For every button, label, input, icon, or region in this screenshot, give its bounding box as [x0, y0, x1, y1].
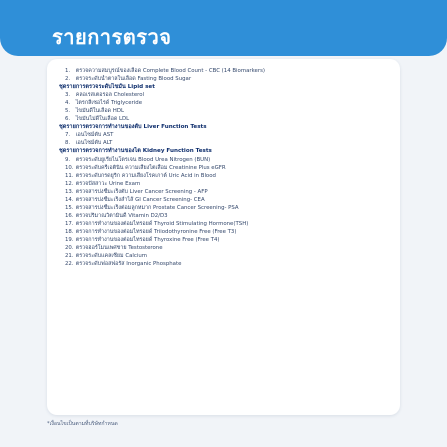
header-banner — [0, 0, 447, 56]
item-number: 9. — [65, 156, 71, 163]
checkup-item — [59, 75, 400, 83]
section-title: ชุดรายการตรวจระดับไขมัน Lipid set — [59, 84, 155, 91]
checkup-item — [59, 107, 400, 115]
item-label: ตรวจปัสสาวะ Urine Exam — [75, 180, 141, 187]
item-number: 19. — [65, 236, 74, 243]
item-label: ตรวจฮอร์โมนเพศชาย Testosterone — [75, 245, 163, 252]
item-number: 13. — [65, 188, 74, 195]
item-label: ตรวจการทำงานของต่อมไทรอยด์ Thyroid Stimulating Hormone(TSH) — [75, 220, 249, 227]
item-number: 16. — [65, 212, 74, 219]
checkup-item — [59, 67, 400, 75]
checkup-item — [59, 139, 400, 147]
item-label: ไขมันดีในเลือด HDL — [75, 108, 124, 115]
checkup-item — [59, 188, 400, 196]
item-number: 5. — [65, 108, 71, 115]
item-label: ตรวจการทำงานของต่อมไทรอยด์ Thyroxine Free (Free T4) — [75, 236, 220, 243]
checkup-item — [59, 164, 400, 172]
section-heading — [59, 83, 400, 91]
section-heading — [59, 147, 400, 155]
item-label: ตรวจความสมบูรณ์ของเลือด Complete Blood Count - CBC (14 Biomarkers) — [75, 68, 265, 74]
checkup-item — [59, 156, 400, 164]
item-number: 14. — [65, 196, 74, 203]
section-heading — [59, 123, 400, 131]
item-number: 17. — [65, 220, 74, 227]
item-number: 18. — [65, 228, 74, 235]
item-label: ตรวจระดับยูเรียไนโตรเจน Blood Urea Nitrogen (BUN) — [75, 156, 211, 163]
item-label: ตรวจสารบ่งชี้มะเร็งลำไส้ GI Cancer Screening- CEA — [75, 196, 205, 203]
item-label: เอนไซม์ตับ ALT — [75, 140, 113, 147]
checkup-item — [59, 228, 400, 236]
checkup-item — [59, 220, 400, 228]
item-number: 8. — [65, 140, 71, 147]
checkup-list-card — [47, 59, 400, 415]
item-number: 6. — [65, 116, 71, 123]
item-number: 2. — [65, 76, 71, 83]
checkup-item — [59, 204, 400, 212]
checkup-item — [59, 212, 400, 220]
item-label: ตรวจระดับแคลเซียม Calcium — [75, 253, 148, 260]
page-title: รายการตรวจ — [52, 25, 172, 49]
checkup-list — [47, 59, 400, 268]
item-label: ตรวจระดับครีเอตินิน ความเสี่ยงไตเสื่อม Creatinine Plus eGFR — [75, 164, 226, 171]
item-label: ตรวจสารบ่งชี้มะเร็งต่อมลูกหมาก Prostate Cancer Screening- PSA — [75, 204, 239, 211]
checkup-item — [59, 115, 400, 123]
item-label: ไขมันไม่ดีในเลือด LDL — [75, 116, 130, 123]
item-number: 22. — [65, 261, 74, 268]
item-number: 12. — [65, 180, 74, 187]
item-label: เอนไซม์ตับ AST — [75, 132, 114, 139]
item-label: ไตรกลีเซอไรด์ Triglyceride — [75, 100, 143, 107]
item-number: 4. — [65, 100, 71, 107]
terms-note: *เงื่อนไขเป็นตามที่บริษัทกำหนด — [47, 421, 118, 427]
item-label: ตรวจปริมาณวิตามินดี Vitamin D2/D3 — [75, 212, 168, 219]
section-title: ชุดรายการตรวจการทำงานของไต Kidney Function Tests — [59, 148, 212, 155]
checkup-item — [59, 252, 400, 260]
item-label: ตรวจระดับน้ำตาลในเลือด Fasting Blood Sugar — [75, 76, 192, 83]
item-number: 1. — [65, 68, 71, 74]
item-number: 20. — [65, 245, 74, 252]
item-number: 15. — [65, 204, 74, 211]
checkup-item — [59, 99, 400, 107]
item-label: ตรวจระดับกรดยูริก ความเสี่ยงโรคเกาต์ Uric Acid in Blood — [75, 172, 216, 179]
item-number: 21. — [65, 253, 74, 260]
section-title: ชุดรายการตรวจการทำงานของตับ Liver Function Tests — [59, 124, 207, 131]
checkup-item — [59, 131, 400, 139]
checkup-item — [59, 196, 400, 204]
item-label: ตรวจระดับฟอสฟอรัส Inorganic Phosphate — [75, 261, 182, 268]
item-label: ตรวจสารบ่งชี้มะเร็งตับ Liver Cancer Screening - AFP — [75, 188, 208, 195]
item-number: 7. — [65, 132, 71, 139]
checkup-item — [59, 180, 400, 188]
item-label: ตรวจการทำงานของต่อมไทรอยด์ Triiodothyronine Free (Free T3) — [75, 228, 237, 235]
checkup-item — [59, 236, 400, 244]
checkup-item — [59, 172, 400, 180]
checkup-item — [59, 244, 400, 252]
checkup-item — [59, 91, 400, 99]
item-number: 11. — [65, 172, 74, 179]
item-label: คลอเรสเตอรอล Cholesterol — [75, 92, 145, 99]
item-number: 10. — [65, 164, 74, 171]
item-number: 3. — [65, 92, 71, 99]
checkup-item — [59, 260, 400, 268]
